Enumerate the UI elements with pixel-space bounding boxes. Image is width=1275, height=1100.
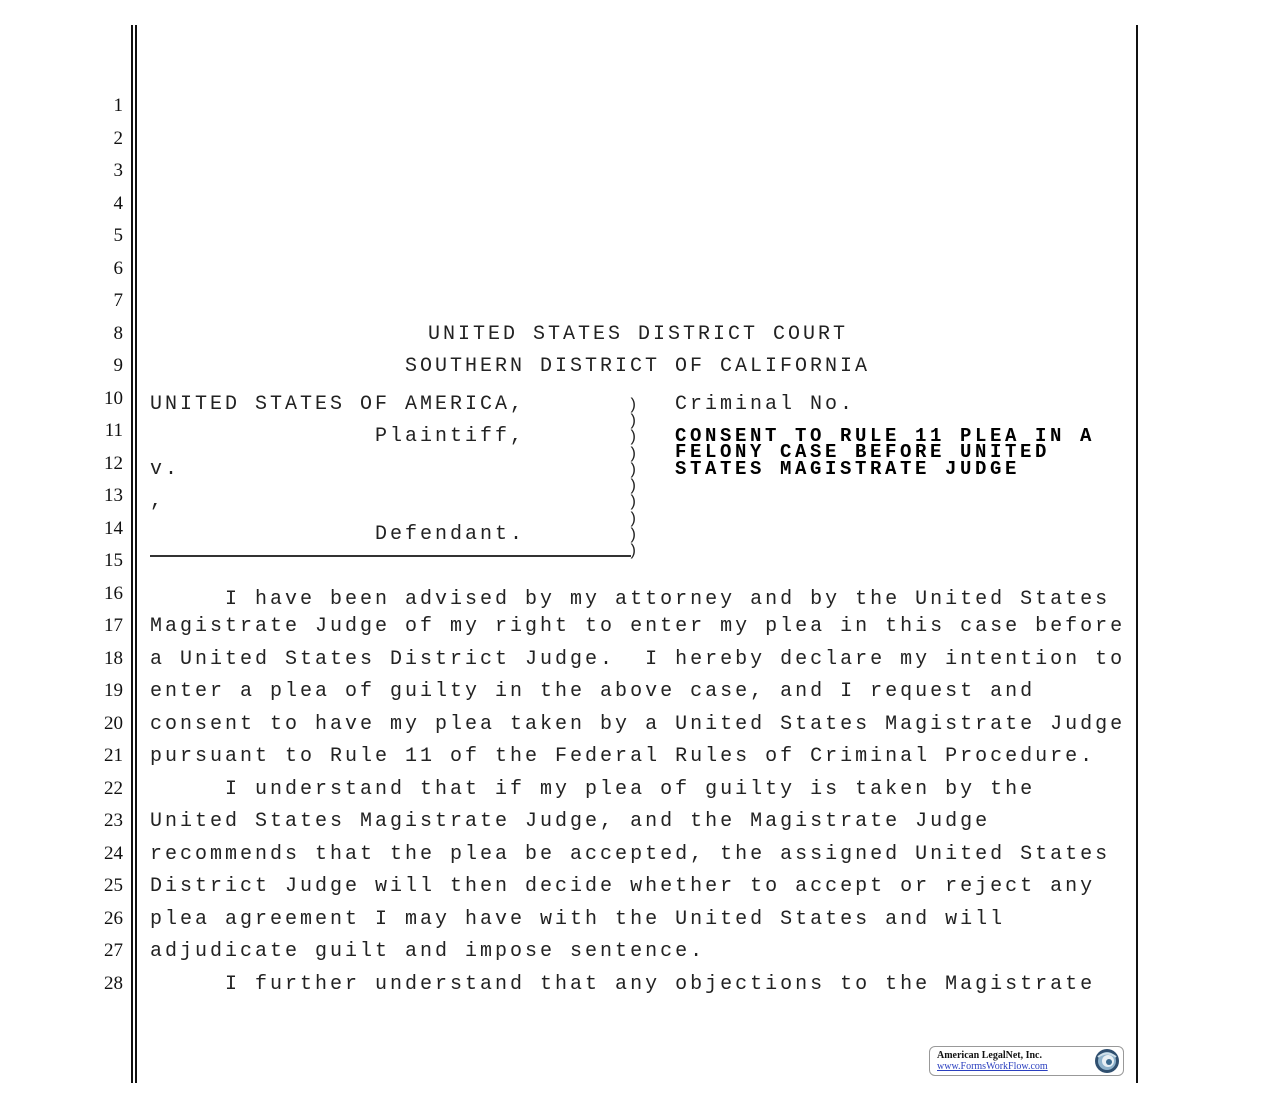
caption-paren: ) bbox=[628, 510, 638, 528]
line-number: 2 bbox=[113, 128, 123, 149]
left-margin-rule-inner bbox=[135, 25, 137, 1083]
body-line: consent to have my plea taken by a United States Magistrate Judge bbox=[150, 713, 1126, 736]
body-line: a United States District Judge. I hereby declare my intention to bbox=[150, 648, 1126, 671]
body-line: I further understand that any objections to the Magistrate bbox=[150, 973, 1096, 996]
court-name: UNITED STATES DISTRICT COURT bbox=[428, 323, 849, 346]
website-link[interactable]: www.FormsWorkFlow.com bbox=[937, 1061, 1048, 1072]
case-number-label: Criminal No. bbox=[675, 393, 856, 416]
court-district: SOUTHERN DISTRICT OF CALIFORNIA bbox=[405, 355, 871, 378]
line-number: 10 bbox=[104, 388, 123, 409]
caption-underline bbox=[150, 555, 631, 557]
line-number: 20 bbox=[104, 713, 123, 734]
body-line: I understand that if my plea of guilty is taken by the bbox=[150, 778, 1036, 801]
document-title-line-1: CONSENT TO RULE 11 PLEA IN A bbox=[675, 425, 1096, 447]
line-number: 3 bbox=[113, 160, 123, 181]
body-line: plea agreement I may have with the United States and will bbox=[150, 908, 1006, 931]
caption-paren: ) bbox=[628, 526, 638, 544]
line-number: 8 bbox=[113, 323, 123, 344]
legalnet-logo-badge[interactable] bbox=[929, 1046, 1124, 1076]
line-number: 28 bbox=[104, 973, 123, 994]
caption-paren: ) bbox=[628, 477, 638, 495]
line-number: 11 bbox=[104, 420, 123, 441]
body-line: pursuant to Rule 11 of the Federal Rules of Criminal Procedure. bbox=[150, 745, 1096, 768]
plaintiff-party: UNITED STATES OF AMERICA, bbox=[150, 393, 526, 416]
line-number: 16 bbox=[104, 583, 123, 604]
caption-paren: ) bbox=[628, 396, 638, 414]
document-title-line-3: STATES MAGISTRATE JUDGE bbox=[675, 458, 1021, 480]
line-number: 1 bbox=[113, 95, 123, 116]
line-number: 21 bbox=[104, 745, 123, 766]
line-number: 4 bbox=[113, 193, 123, 214]
plaintiff-label: Plaintiff, bbox=[375, 425, 526, 448]
line-number: 24 bbox=[104, 843, 123, 864]
body-line: District Judge will then decide whether to accept or reject any bbox=[150, 875, 1096, 898]
globe-logo-icon bbox=[1094, 1048, 1120, 1074]
line-number: 26 bbox=[104, 908, 123, 929]
right-margin-rule bbox=[1136, 25, 1138, 1083]
body-line: United States Magistrate Judge, and the Magistrate Judge bbox=[150, 810, 991, 833]
caption-paren: ) bbox=[628, 428, 638, 446]
body-line: enter a plea of guilty in the above case, and I request and bbox=[150, 680, 1036, 703]
line-number: 13 bbox=[104, 485, 123, 506]
left-margin-rule-outer bbox=[131, 25, 133, 1083]
line-number: 5 bbox=[113, 225, 123, 246]
defendant-party: , bbox=[150, 490, 166, 513]
caption-paren: ) bbox=[628, 493, 638, 511]
line-number: 27 bbox=[104, 940, 123, 961]
line-number: 7 bbox=[113, 290, 123, 311]
body-line: I have been advised by my attorney and by the United States bbox=[150, 588, 1111, 611]
line-number: 17 bbox=[104, 615, 123, 636]
line-number: 25 bbox=[104, 875, 123, 896]
caption-paren: ) bbox=[628, 542, 638, 560]
line-number: 23 bbox=[104, 810, 123, 831]
line-number: 6 bbox=[113, 258, 123, 279]
body-line: Magistrate Judge of my right to enter my plea in this case before bbox=[150, 615, 1126, 638]
line-number: 12 bbox=[104, 453, 123, 474]
versus: v. bbox=[150, 458, 181, 481]
caption-paren: ) bbox=[628, 461, 638, 479]
defendant-label: Defendant. bbox=[375, 523, 526, 546]
caption-paren: ) bbox=[628, 412, 638, 430]
line-number: 9 bbox=[113, 355, 123, 376]
line-number: 18 bbox=[104, 648, 123, 669]
body-line: adjudicate guilt and impose sentence. bbox=[150, 940, 706, 963]
line-number: 22 bbox=[104, 778, 123, 799]
line-number: 15 bbox=[104, 550, 123, 571]
line-number: 14 bbox=[104, 518, 123, 539]
line-number: 19 bbox=[104, 680, 123, 701]
body-line: recommends that the plea be accepted, the assigned United States bbox=[150, 843, 1111, 866]
document-title-line-2: FELONY CASE BEFORE UNITED bbox=[675, 441, 1051, 463]
company-name: American LegalNet, Inc. bbox=[937, 1050, 1042, 1061]
caption-paren: ) bbox=[628, 445, 638, 463]
